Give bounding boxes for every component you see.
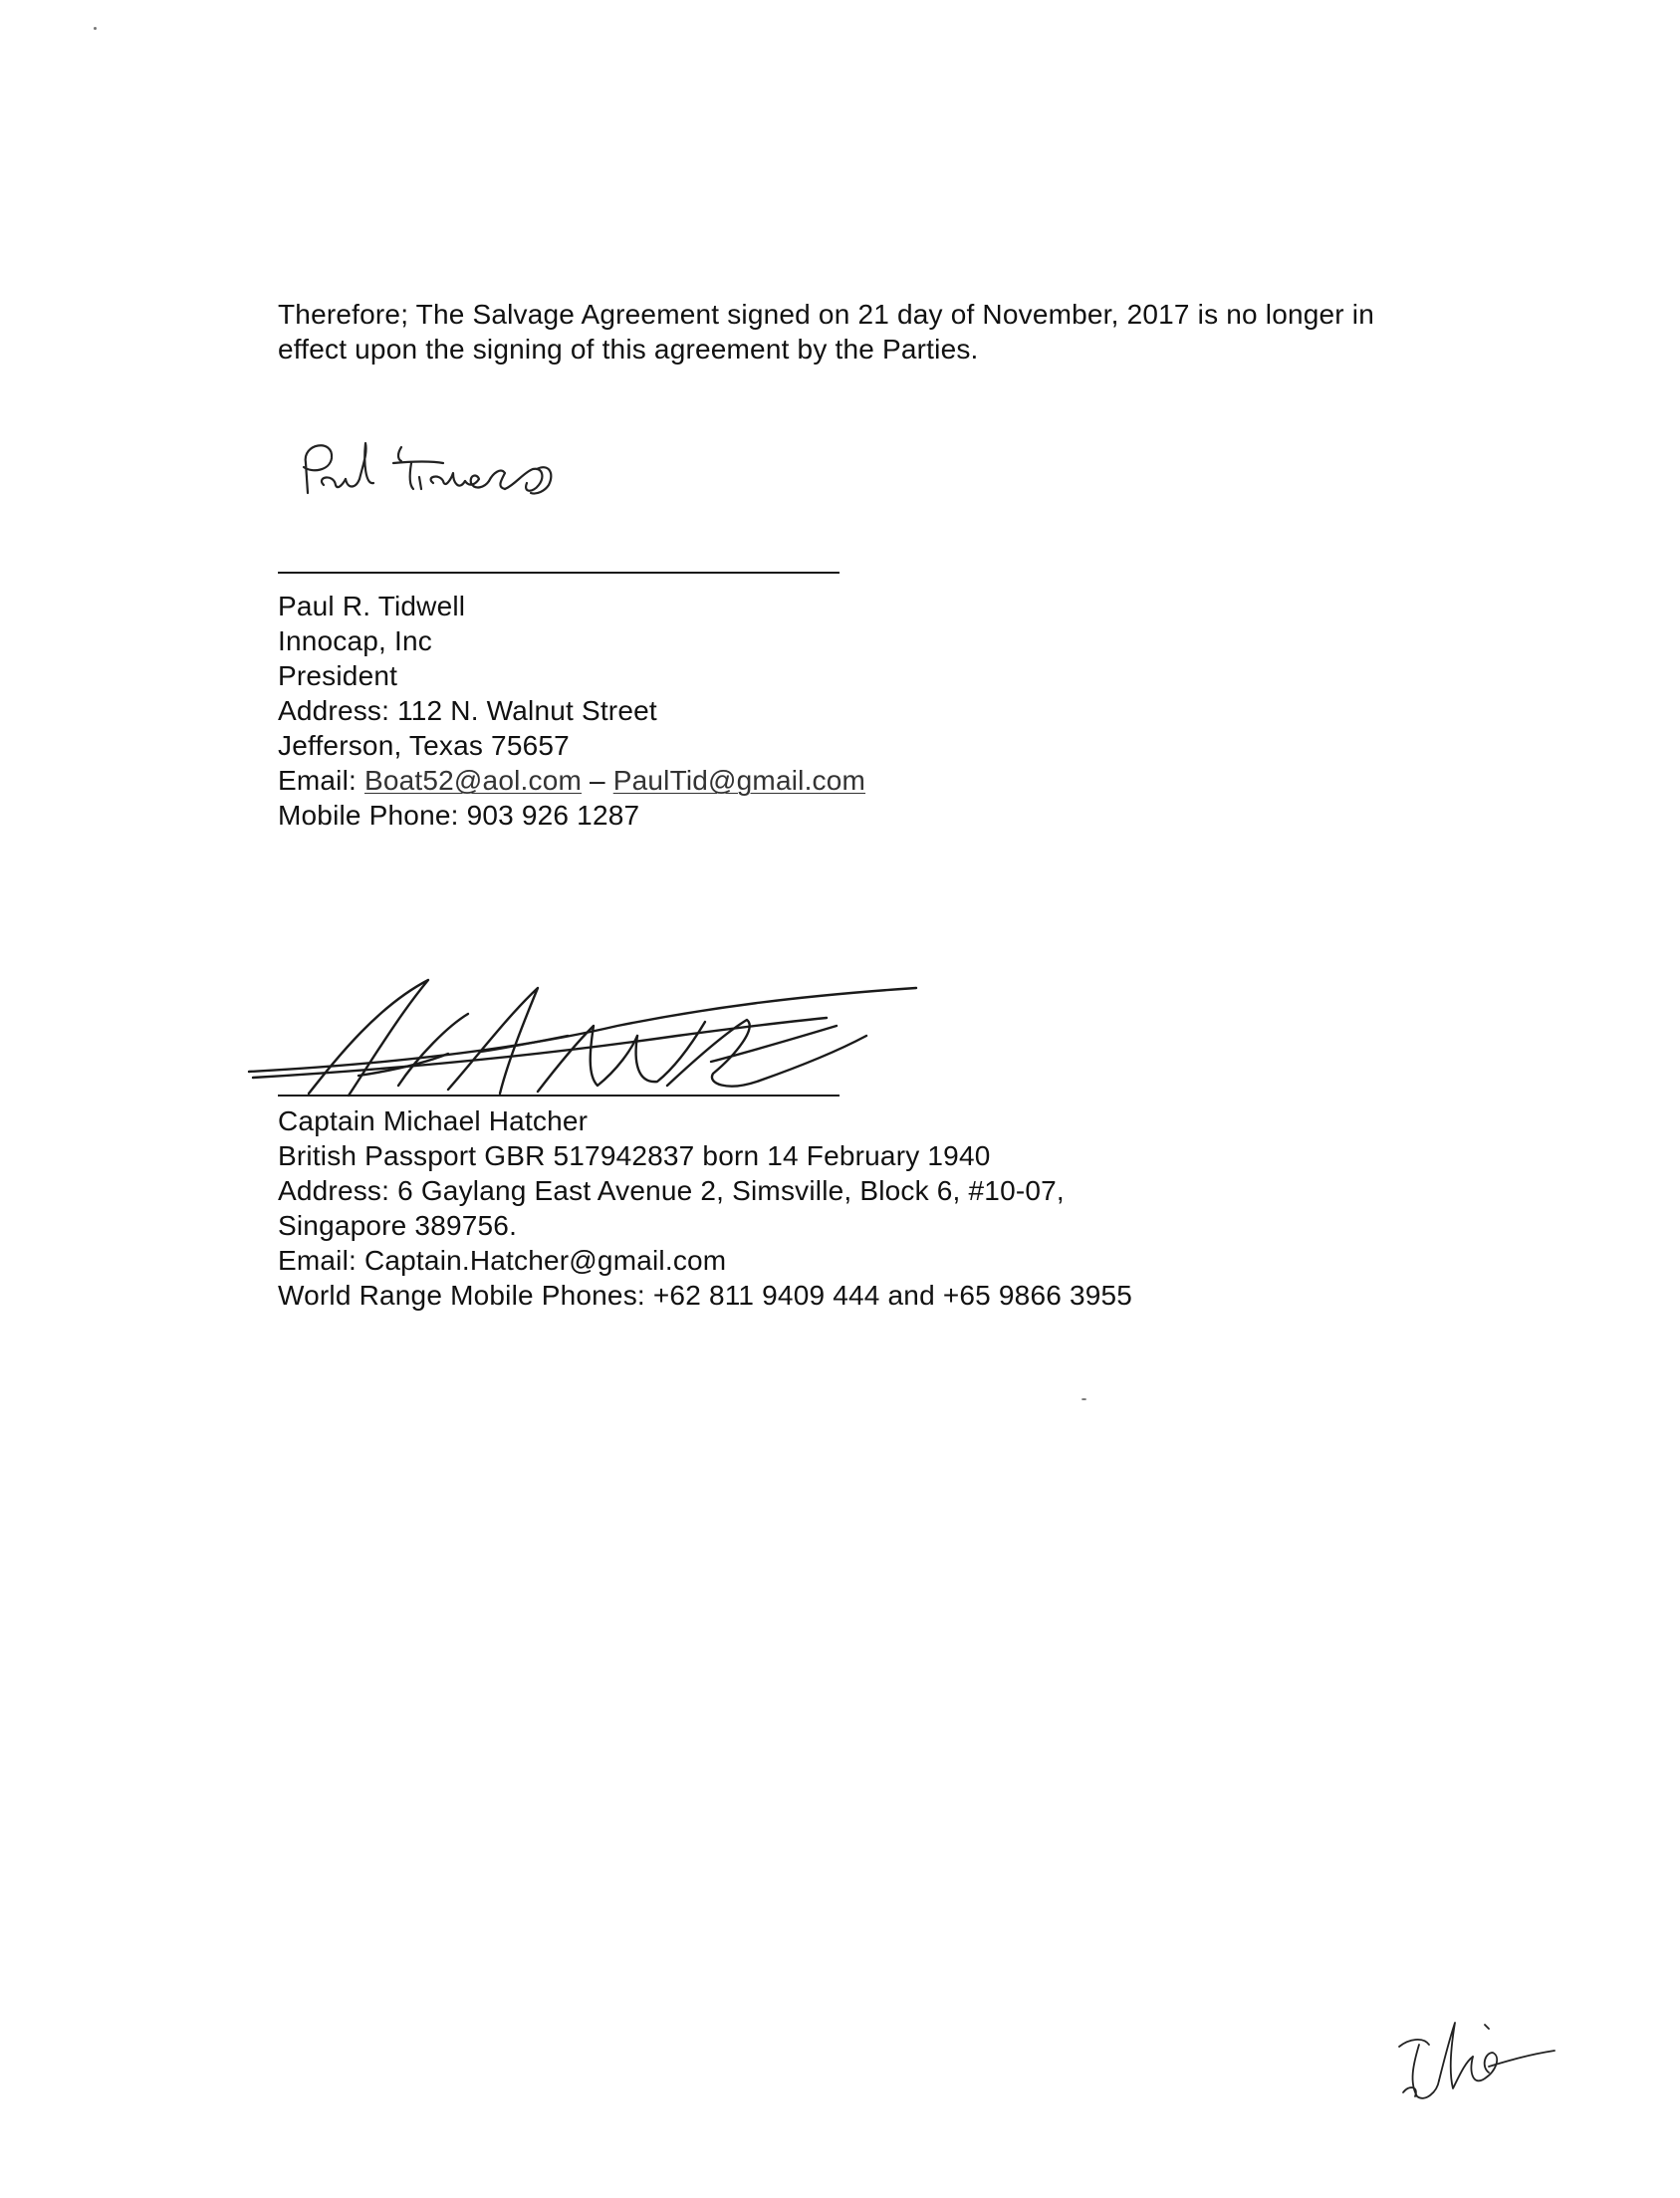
signatory-name: Paul R. Tidwell — [278, 591, 466, 621]
scan-speck — [94, 27, 97, 30]
email-label: Email: — [278, 765, 364, 796]
signature-paul-tidwell — [294, 433, 573, 518]
signatory-name: Captain Michael Hatcher — [278, 1105, 589, 1136]
signature-line — [278, 1095, 840, 1097]
signatory-email: Email: Captain.Hatcher@gmail.com — [278, 1245, 727, 1276]
signatory-passport: British Passport GBR 517942837 born 14 February 1940 — [278, 1140, 991, 1171]
signatory-phones: World Range Mobile Phones: +62 811 9409 444 and +65 9866 3955 — [278, 1280, 1133, 1311]
signatory-address-continued: Singapore 389756. — [278, 1210, 518, 1241]
signatory-address: Address: 6 Gaylang East Avenue 2, Simsville, Block 6, #10-07, — [278, 1175, 1065, 1206]
closing-paragraph — [278, 297, 1443, 366]
email-link-gmail[interactable]: PaulTid@gmail.com — [612, 765, 866, 796]
signatory-block-hatcher — [278, 1103, 1132, 1313]
initials-mark — [1389, 2017, 1559, 2111]
signatory-company: Innocap, Inc — [278, 625, 432, 656]
paragraph-line: effect upon the signing of this agreement by the Parties. — [278, 334, 979, 365]
scan-speck — [1081, 1398, 1086, 1400]
signatory-title: President — [278, 660, 398, 691]
signatory-address: Address: 112 N. Walnut Street — [278, 695, 657, 726]
signatory-block-tidwell — [278, 589, 865, 833]
email-separator: – — [582, 765, 613, 796]
signature-line — [278, 572, 840, 574]
signatory-city: Jefferson, Texas 75657 — [278, 730, 570, 761]
signatory-phone: Mobile Phone: 903 926 1287 — [278, 800, 640, 831]
signatory-email-line — [278, 763, 865, 798]
email-link-aol[interactable]: Boat52@aol.com — [363, 765, 582, 796]
signature-michael-hatcher — [239, 966, 936, 1115]
paragraph-line: Therefore; The Salvage Agreement signed on 21 day of November, 2017 is no longer in — [278, 299, 1374, 330]
